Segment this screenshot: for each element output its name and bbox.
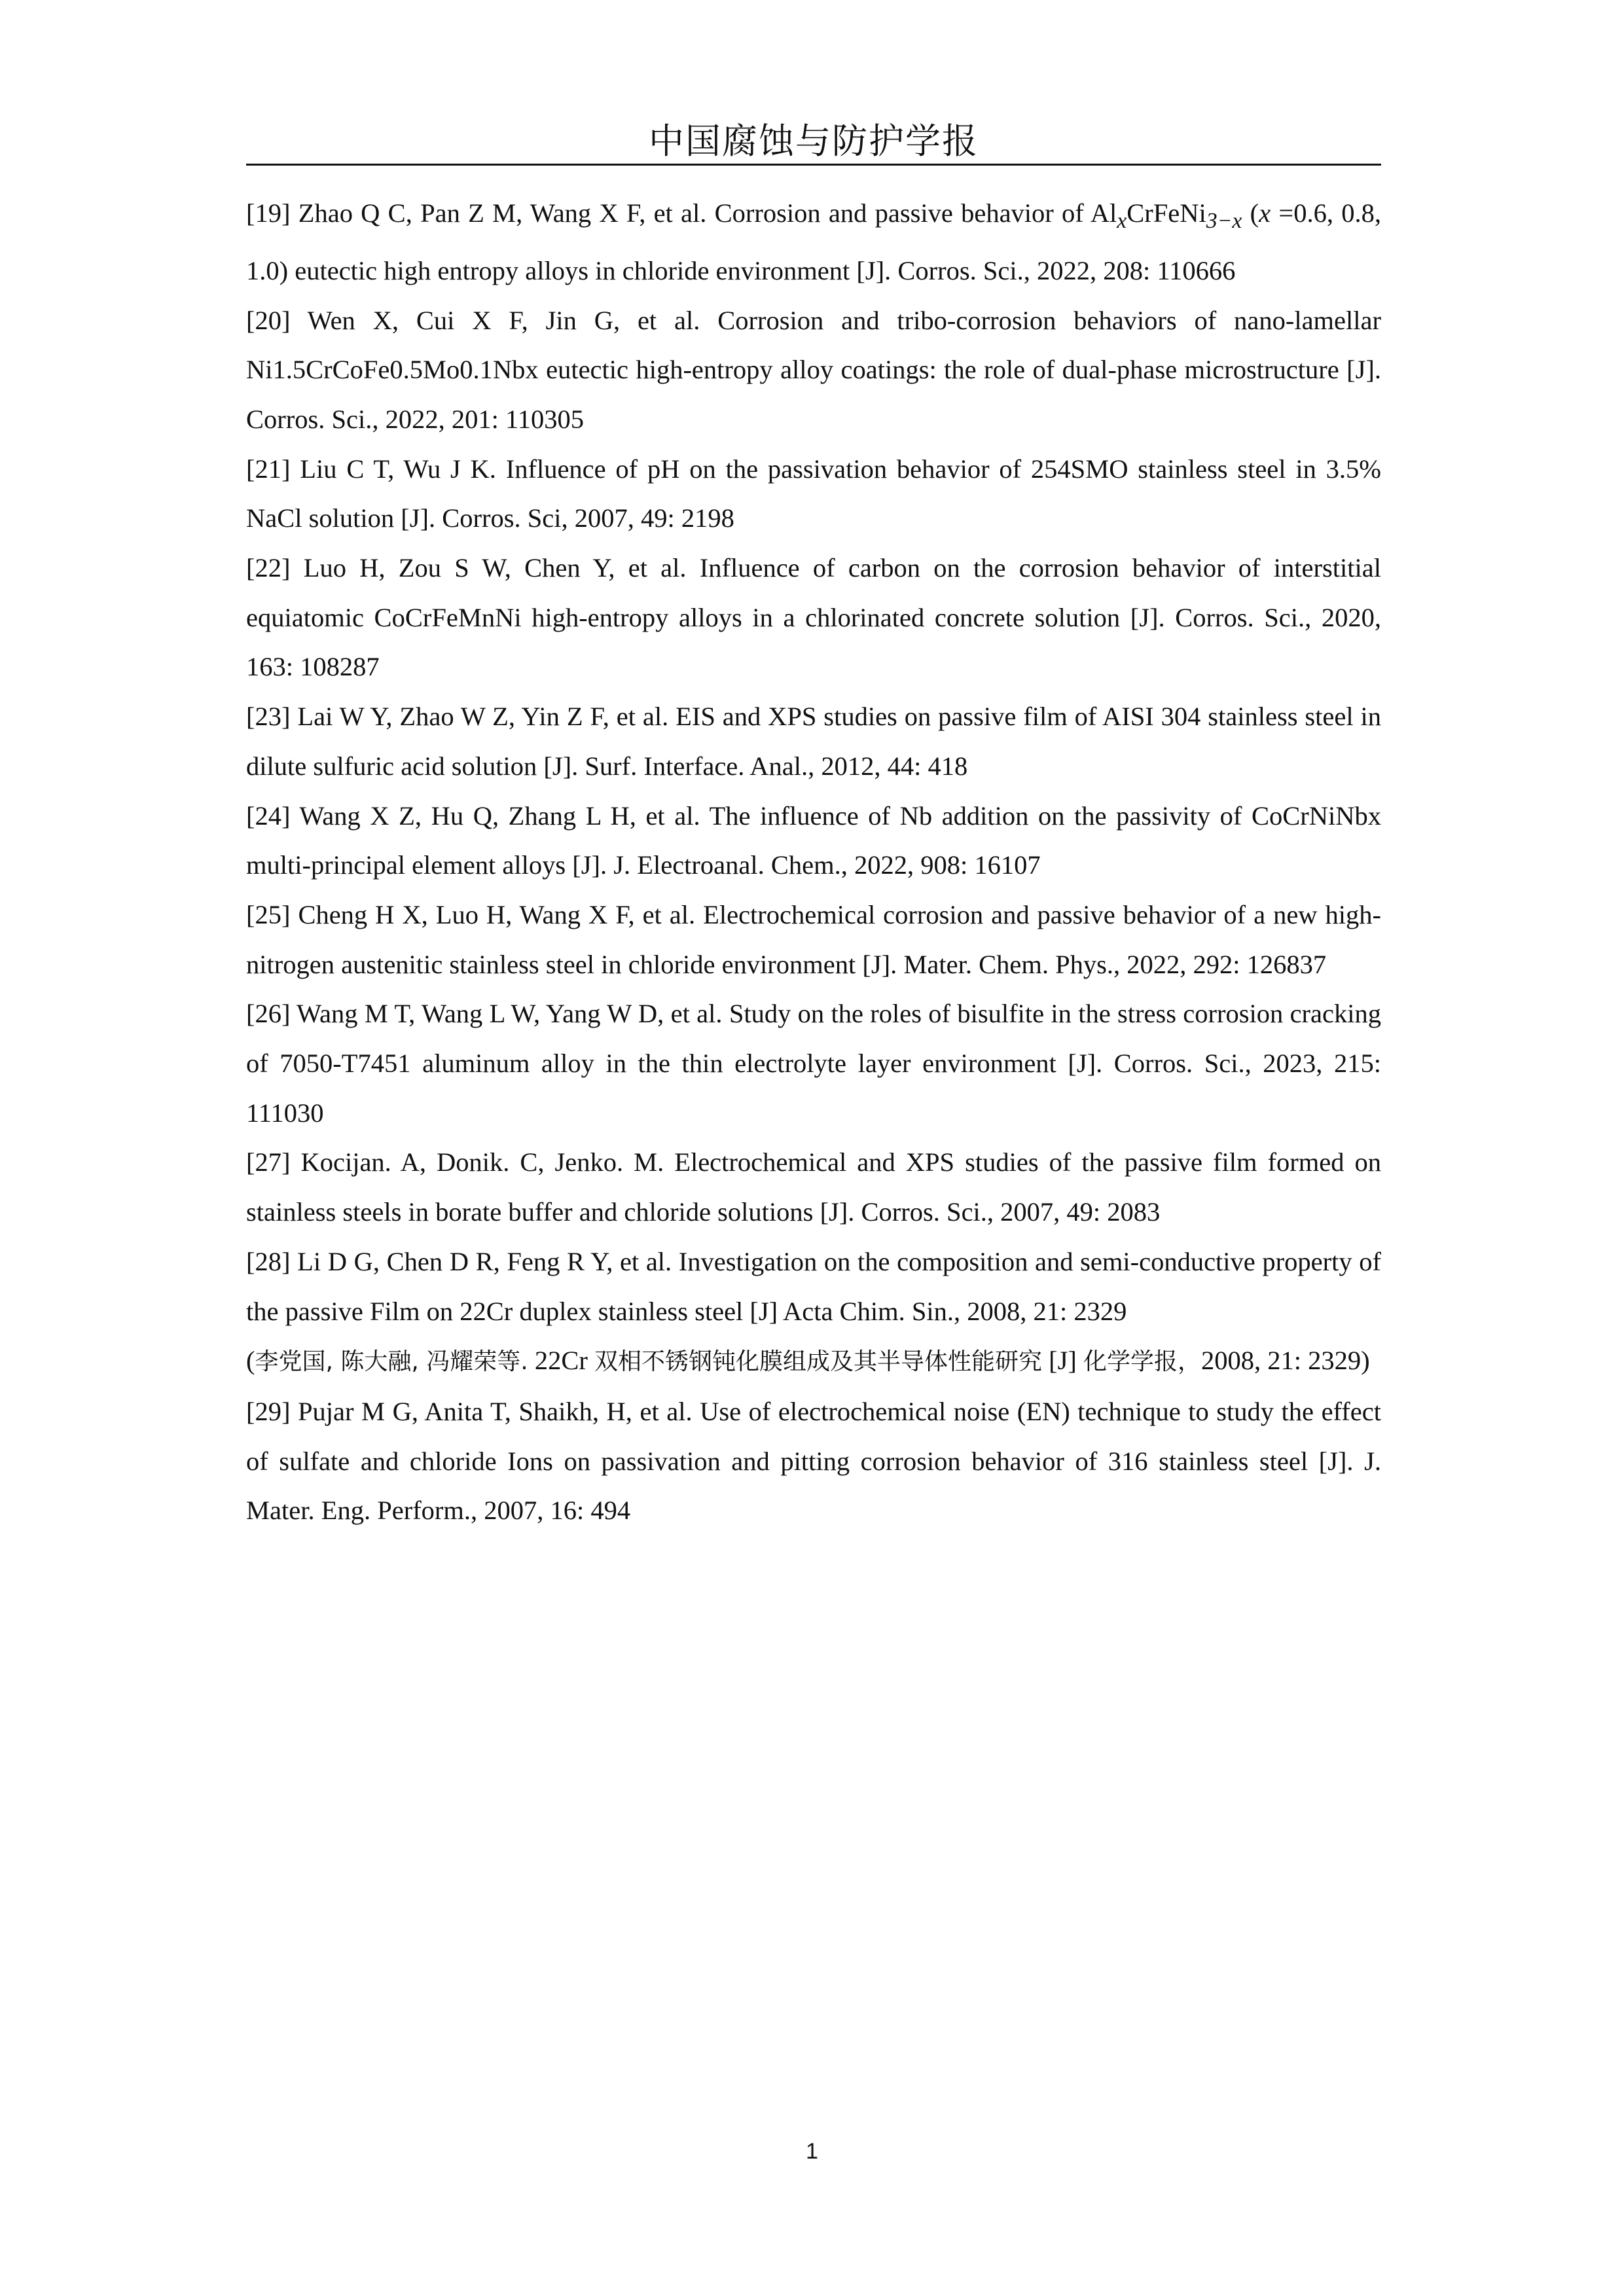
reference-text: [27] Kocijan. A, Donik. C, Jenko. M. Electrochemical and XPS studies of the passive film formed on stainless steels in borate buffer and chloride solutions [J]. Corros. Sci., 2007, 49: 2083 (246, 1147, 1381, 1227)
chinese-text: 化学学报， (1083, 1348, 1201, 1376)
reference-text: CrFeNi (1127, 198, 1206, 228)
reference-text: ( (246, 1346, 255, 1376)
reference-entry (246, 890, 1381, 989)
page-number: 1 (806, 2139, 818, 2164)
reference-entry (246, 1138, 1381, 1236)
reference-text: [25] Cheng H X, Luo H, Wang X F, et al. Electrochemical corrosion and passive behavior of a new high-nitrogen austenitic stainless steel in chloride environment [J]. Mater. Chem. Phys., 2022, 292: 126837 (246, 899, 1381, 979)
reference-entry (246, 1387, 1381, 1535)
header-rule (246, 164, 1381, 166)
reference-text: ( (1242, 198, 1259, 228)
subscript-text: x (1117, 209, 1127, 234)
reference-text: [19] Zhao Q C, Pan Z M, Wang X F, et al. Corrosion and passive behavior of Al (246, 198, 1117, 228)
chinese-text: 双相不锈钢钝化膜组成及其半导体性能研究 (594, 1348, 1042, 1376)
reference-list (246, 188, 1381, 1535)
reference-text: 2008, 21: 2329) (1201, 1346, 1370, 1376)
journal-title: 中国腐蚀与防护学报 (649, 120, 979, 162)
reference-text: [23] Lai W Y, Zhao W Z, Yin Z F, et al. EIS and XPS studies on passive film of AISI 304 stainless steel in dilute sulfuric acid solution [J]. Surf. Interface. Anal., 2012, 44: 418 (246, 702, 1381, 781)
reference-text: 22Cr (528, 1346, 594, 1376)
reference-entry (246, 989, 1381, 1138)
reference-text: [24] Wang X Z, Hu Q, Zhang L H, et al. The influence of Nb addition on the passivity of CoCrNiNbx multi-principal element alloys [J]. J. Electroanal. Chem., 2022, 908: 16107 (246, 800, 1381, 880)
reference-text: [20] Wen X, Cui X F, Jin G, et al. Corrosion and tribo-corrosion behaviors of nano-lamellar Ni1.5CrCoFe0.5Mo0.1Nbx eutectic high-entropy alloy coatings: the role of dual-phase microstructure [J]. Corros. Sci., 2022, 201: 110305 (246, 305, 1381, 434)
reference-text: [26] Wang M T, Wang L W, Yang W D, et al. Study on the roles of bisulfite in the stress corrosion cracking of 7050-T7451 aluminum alloy in the thin electrolyte layer environment [J]. Corros. Sci., 2023, 215: 111030 (246, 999, 1381, 1128)
reference-text: [29] Pujar M G, Anita T, Shaikh, H, et al. Use of electrochemical noise (EN) technique to study the effect of sulfate and chloride Ions on passivation and pitting corrosion behavior of 316 stainless steel [J]. J. Mater. Eng. Perform., 2007, 16: 494 (246, 1396, 1381, 1526)
italic-text: x (1259, 198, 1271, 228)
reference-entry (246, 692, 1381, 791)
reference-entry (246, 444, 1381, 543)
reference-text: [22] Luo H, Zou S W, Chen Y, et al. Influence of carbon on the corrosion behavior of interstitial equiatomic CoCrFeMnNi high-entropy alloys in a chlorinated concrete solution [J]. Corros. Sci., 2020, 163: 108287 (246, 553, 1381, 682)
reference-entry (246, 791, 1381, 890)
reference-entry (246, 188, 1381, 296)
reference-text: =0.6, 0.8, 1.0) eutectic high entropy alloys in chloride environment [J]. Corros. Sci., 2022, 208: 110666 (246, 198, 1381, 285)
chinese-text: 李党国, 陈大融, 冯耀荣等. (255, 1348, 528, 1376)
reference-entry (246, 543, 1381, 692)
reference-text: [28] Li D G, Chen D R, Feng R Y, et al. Investigation on the composition and semi-conductive property of the passive Film on 22Cr duplex stainless steel [J] Acta Chim. Sin., 2008, 21: 2329 (246, 1246, 1381, 1326)
reference-text: [J] (1041, 1346, 1083, 1376)
reference-text: [21] Liu C T, Wu J K. Influence of pH on the passivation behavior of 254SMO stainless steel in 3.5% NaCl solution [J]. Corros. Sci, 2007, 49: 2198 (246, 454, 1381, 533)
reference-entry (246, 1237, 1381, 1387)
subscript-text: 3−x (1206, 209, 1242, 234)
reference-entry (246, 296, 1381, 444)
